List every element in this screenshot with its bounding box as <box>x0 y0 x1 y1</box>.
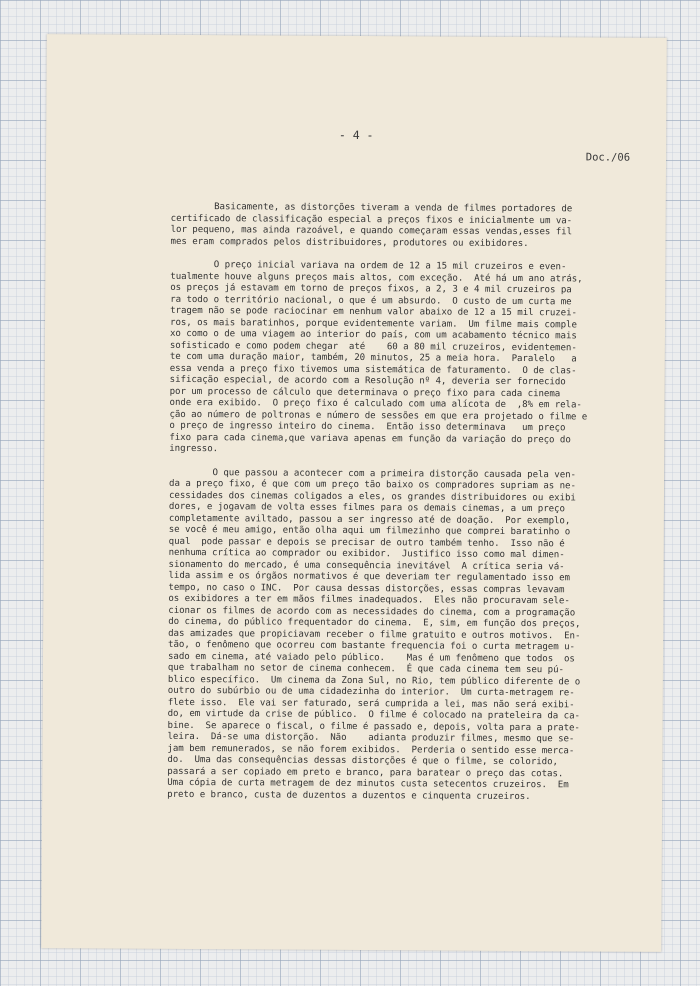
text-line: ros, os mais baratinhos, porque evidentemente variam. Um filme mais comple <box>170 317 577 330</box>
text-line: tragem não se pode raciocinar em nenhum valor abaixo de 12 a 15 mil cruzei- <box>170 305 578 319</box>
text-line: sificação especial, de acordo com a Resolução nº 4, deveria ser fornecido <box>169 374 566 388</box>
paragraph-3 <box>167 467 665 804</box>
text-line: o preço de ingresso inteiro do cinema. Então isso determinava um preço <box>169 420 566 434</box>
text-line: se você é meu amigo, então olha aqui um filmezinho que comprei baratinho o <box>168 524 571 538</box>
text-line: passará a ser copiado em preto e branco, para baratear o preço das cotas. <box>167 766 564 779</box>
text-line: do, em virtude da crise de público. O filme é colocado na prateleira da ca- <box>167 708 580 722</box>
text-line: os preços já estavam em torno de preços fixos, a 2, 3 e 4 mil cruzeiros pa <box>170 282 572 296</box>
text-line: onde era exibido. O preço fixo é calculado com uma alícota de ,8% em rela- <box>169 397 582 411</box>
text-line: ção ao número de poltronas e número de sessões em que era projetado o filme e <box>169 409 588 422</box>
text-line: essa venda a preço fixo tivemos uma sistemática de faturamento. O de clas- <box>169 363 577 376</box>
text-line: bine. Se aparece o fiscal, o filme é passado e, depois, volta para a prate- <box>167 720 580 733</box>
text-line: que trabalham no setor de cinema conhecem. É que cada cinema tem seu pú- <box>167 662 564 676</box>
page-number: - 4 - <box>338 127 374 143</box>
text-line: sofisticado e como podem chegar até 60 a 80 mil cruzeiros, evidentemen- <box>169 340 577 353</box>
text-line: da a preço fixo, é que com um preço tão baixo os compradores supriam as ne- <box>169 478 576 492</box>
paragraph-1 <box>170 202 666 251</box>
text-line: te com uma duração maior, também, 20 minutos, 25 a meia hora. Paralelo a <box>169 351 577 365</box>
text-line: tualmente houve alguns preços mais altos, com exceção. Até há um ano atrás, <box>170 271 583 284</box>
text-line: lida assim e os órgãos normativos é que deveriam ter regulamentado isso em <box>168 570 570 584</box>
text-line: ingresso. <box>169 443 219 455</box>
text-line: tão, o fenômeno que ocorreu com bastante frequencia foi o curta metragem u- <box>168 639 575 653</box>
text-line: cessidades dos cinemas coligados a eles, os grandes distribuidores ou exibi <box>168 490 576 503</box>
text-line: O que passou a acontecer com a primeira distorção causada pela ven- <box>169 467 577 480</box>
text-line: certificado de classificação especial a preços fixos e inicialmente um va- <box>170 213 573 226</box>
text-line: flete isso. Ele vai ser faturado, será cumprida a lei, mas não será exibi- <box>167 697 575 710</box>
document-page <box>41 34 667 952</box>
text-line: leira. Dá-se uma distorção. Não adianta produzir filmes, mesmo que se- <box>167 731 575 745</box>
text-line: lor pequeno, mas ainda razoável, e quando começaram essas vendas,esses fil <box>170 224 573 238</box>
text-line: jam bem remunerados, se não forem exibidos. Perderia o sentido esse merca- <box>167 743 575 756</box>
text-line: tempo, no caso o INC. Por causa dessas distorções, essas compras levavam <box>168 582 565 595</box>
text-line: sado em cinema, até vaiado pelo público. Mas é um fenômeno que todos os <box>167 651 575 664</box>
text-line: fixo para cada cinema,que variava apenas em função da variação do preço do <box>169 432 571 445</box>
text-line: das amizades que propiciavam receber o filme gratuito e outros motivos. En- <box>168 628 581 641</box>
text-line: mes eram comprados pelos distribuidores, produtores ou exibidores. <box>170 236 529 249</box>
text-line: outro do subúrbio ou de uma cidadezinha do interior. Um curta-metragem re- <box>167 685 575 699</box>
text-line: os exibidores a ter em mãos filmes inadequados. Eles não procuravam sele- <box>168 593 570 607</box>
paragraph-2 <box>169 260 666 459</box>
text-line: do. Uma das consequências dessas distorções é que o filme, se colorido, <box>167 754 558 768</box>
text-line: por um processo de cálculo que determinava o preço fixo para cada cinema <box>169 386 561 399</box>
text-line: blico específico. Um cinema da Zona Sul, no Rio, tem público diferente de o <box>167 674 581 687</box>
text-line: cionar os filmes de acordo com as necessidades do cinema, com a programação <box>168 605 576 618</box>
document-reference: Doc./06 <box>585 151 631 164</box>
text-line: xo como o de uma viagem ao interior do país, com um acabamento técnico mais <box>169 328 577 342</box>
text-line: qual pode passar e depois se precisar de outro também tenho. Isso não é <box>168 536 565 549</box>
text-line: sionamento do mercado, é uma consequência inevitável A crítica seria vá- <box>168 559 565 572</box>
body-text <box>167 202 667 816</box>
text-line: Uma cópia de curta metragem de dez minutos custa setecentos cruzeiros. Em <box>167 777 569 791</box>
text-line: completamente aviltado, passou a ser ingresso até de doação. Por exemplo, <box>168 513 571 526</box>
text-line: preto e branco, custa de duzentos a duzentos e cinquenta cruzeiros. <box>167 789 531 802</box>
text-line: O preço inicial variava na ordem de 12 a 15 mil cruzeiros e even- <box>170 259 567 273</box>
text-line: nenhuma crítica ao comprador ou exibidor. Justifico isso como mal dimen- <box>168 547 565 561</box>
text-line: dores, e jogavam de volta esses filmes para os demais cinemas, a um preço <box>168 501 565 515</box>
text-line: do cinema, do público frequentador do cinema. E, sim, em função dos preços, <box>168 616 581 630</box>
text-line: ra todo o território nacional, o que é um absurdo. O custo de um curta me <box>170 294 572 307</box>
text-line: Basicamente, as distorções tiveram a venda de filmes portadores de <box>170 201 573 215</box>
